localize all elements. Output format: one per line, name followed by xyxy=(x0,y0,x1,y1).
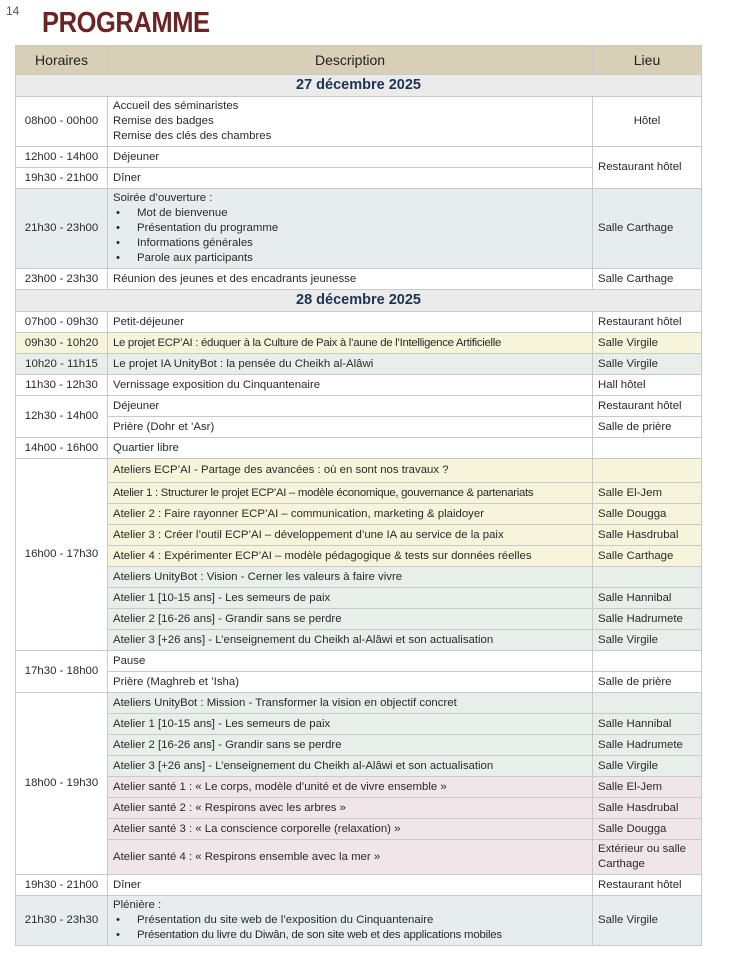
place-cell xyxy=(593,651,702,672)
header-description: Description xyxy=(108,46,593,75)
place-cell: Restaurant hôtel xyxy=(593,312,702,333)
desc-title: Soirée d’ouverture : xyxy=(113,192,213,204)
place-cell: Hall hôtel xyxy=(593,375,702,396)
desc-cell: Atelier 1 : Structurer le projet ECP’AI – modèle économique, gouvernance & partenariats xyxy=(108,483,593,504)
day-label: 27 décembre 2025 xyxy=(16,75,702,97)
place-cell: Salle Virgile xyxy=(593,333,702,354)
time-cell: 14h00 - 16h00 xyxy=(16,438,108,459)
place-cell xyxy=(593,567,702,588)
desc-cell: Dîner xyxy=(108,875,593,896)
place-cell: Salle Virgile xyxy=(593,354,702,375)
desc-cell: Prière (Dohr et ’Asr) xyxy=(108,417,593,438)
place-cell: Extérieur ou salle Carthage xyxy=(593,840,702,875)
desc-cell: Réunion des jeunes et des encadrants jeunesse xyxy=(108,269,593,290)
place-cell: Salle Virgile xyxy=(593,630,702,651)
place-cell: Salle de prière xyxy=(593,417,702,438)
place-cell: Salle Dougga xyxy=(593,504,702,525)
table-row xyxy=(16,875,702,896)
table-row xyxy=(16,567,702,588)
time-cell: 19h30 - 21h00 xyxy=(16,168,108,189)
time-cell: 12h00 - 14h00 xyxy=(16,147,108,168)
table-row xyxy=(16,459,702,483)
place-cell: Salle Hannibal xyxy=(593,714,702,735)
desc-cell: Ateliers UnityBot : Mission - Transformer la vision en objectif concret xyxy=(108,693,593,714)
desc-cell: Ateliers UnityBot : Vision - Cerner les valeurs à faire vivre xyxy=(108,567,593,588)
place-cell: Salle Virgile xyxy=(593,896,702,946)
time-cell: 08h00 - 00h00 xyxy=(16,97,108,147)
place-cell: Salle Hasdrubal xyxy=(593,525,702,546)
desc-cell: Déjeuner xyxy=(108,147,593,168)
table-row xyxy=(16,375,702,396)
desc-cell: Prière (Maghreb et ’Isha) xyxy=(108,672,593,693)
time-cell: 18h00 - 19h30 xyxy=(16,693,108,875)
list-item: • Informations générales xyxy=(113,236,587,251)
header-horaires: Horaires xyxy=(16,46,108,75)
table-row xyxy=(16,777,702,798)
table-row xyxy=(16,819,702,840)
desc-line: Remise des clés des chambres xyxy=(113,130,272,142)
time-cell: 11h30 - 12h30 xyxy=(16,375,108,396)
table-row xyxy=(16,354,702,375)
table-row xyxy=(16,546,702,567)
table-row xyxy=(16,630,702,651)
page-number: 14 xyxy=(6,4,20,18)
table-row xyxy=(16,269,702,290)
header-lieu: Lieu xyxy=(593,46,702,75)
time-cell: 09h30 - 10h20 xyxy=(16,333,108,354)
desc-cell: Atelier 3 [+26 ans] - L’enseignement du Cheikh al-Alâwi et son actualisation xyxy=(108,630,593,651)
list-item: • Présentation du programme xyxy=(113,221,587,236)
table-row xyxy=(16,840,702,875)
desc-cell: Atelier 2 : Faire rayonner ECP’AI – communication, marketing & plaidoyer xyxy=(108,504,593,525)
place-cell: Salle Dougga xyxy=(593,819,702,840)
list-item: • Présentation du site web de l’exposition du Cinquantenaire xyxy=(113,913,587,928)
time-cell: 21h30 - 23h30 xyxy=(16,896,108,946)
place-cell: Salle Carthage xyxy=(593,546,702,567)
table-row xyxy=(16,672,702,693)
place-cell: Restaurant hôtel xyxy=(593,147,702,189)
place-cell: Salle El-Jem xyxy=(593,777,702,798)
day-row xyxy=(16,75,702,97)
time-cell: 16h00 - 17h30 xyxy=(16,459,108,651)
place-cell: Restaurant hôtel xyxy=(593,875,702,896)
place-cell: Salle El-Jem xyxy=(593,483,702,504)
place-cell: Salle Hannibal xyxy=(593,588,702,609)
table-row xyxy=(16,483,702,504)
bullet-list xyxy=(113,913,587,943)
place-cell: Salle Hadrumete xyxy=(593,609,702,630)
desc-cell xyxy=(108,97,593,147)
desc-cell: Atelier santé 3 : « La conscience corporelle (relaxation) » xyxy=(108,819,593,840)
desc-cell: Vernissage exposition du Cinquantenaire xyxy=(108,375,593,396)
time-cell: 17h30 - 18h00 xyxy=(16,651,108,693)
desc-line: Accueil des séminaristes xyxy=(113,100,239,112)
desc-cell: Dîner xyxy=(108,168,593,189)
desc-cell: Déjeuner xyxy=(108,396,593,417)
table-row xyxy=(16,189,702,269)
table-row xyxy=(16,735,702,756)
table-row xyxy=(16,714,702,735)
time-cell: 21h30 - 23h00 xyxy=(16,189,108,269)
table-row xyxy=(16,417,702,438)
table-row xyxy=(16,798,702,819)
desc-cell: Atelier 3 [+26 ans] - L’enseignement du Cheikh al-Alâwi et son actualisation xyxy=(108,756,593,777)
programme-table xyxy=(15,45,702,946)
desc-line: Remise des badges xyxy=(113,115,214,127)
table-row xyxy=(16,396,702,417)
place-cell: Salle de prière xyxy=(593,672,702,693)
desc-title: Plénière : xyxy=(113,899,162,911)
table-row xyxy=(16,651,702,672)
place-cell xyxy=(593,693,702,714)
time-cell: 10h20 - 11h15 xyxy=(16,354,108,375)
desc-cell: Atelier 2 [16-26 ans] - Grandir sans se perdre xyxy=(108,735,593,756)
table-row xyxy=(16,609,702,630)
time-cell: 07h00 - 09h30 xyxy=(16,312,108,333)
place-cell: Salle Hasdrubal xyxy=(593,798,702,819)
table-row xyxy=(16,525,702,546)
list-item: • Parole aux participants xyxy=(113,251,587,266)
desc-cell xyxy=(108,896,593,946)
page-title: PROGRAMME xyxy=(42,7,210,39)
desc-cell: Atelier santé 1 : « Le corps, modèle d’unité et de vivre ensemble » xyxy=(108,777,593,798)
desc-cell: Atelier 2 [16-26 ans] - Grandir sans se perdre xyxy=(108,609,593,630)
place-cell: Restaurant hôtel xyxy=(593,396,702,417)
place-cell: Salle Carthage xyxy=(593,189,702,269)
place-cell xyxy=(593,438,702,459)
table-row xyxy=(16,147,702,168)
desc-cell: Atelier 4 : Expérimenter ECP’AI – modèle pédagogique & tests sur données réelles xyxy=(108,546,593,567)
desc-cell: Le projet ECP’AI : éduquer à la Culture de Paix à l’aune de l’Intelligence Artificielle xyxy=(108,333,593,354)
desc-cell: Petit-déjeuner xyxy=(108,312,593,333)
table-row xyxy=(16,97,702,147)
desc-cell: Ateliers ECP’AI - Partage des avancées : où en sont nos travaux ? xyxy=(108,459,593,483)
list-item: • Mot de bienvenue xyxy=(113,206,587,221)
day-label: 28 décembre 2025 xyxy=(16,290,702,312)
table-row xyxy=(16,312,702,333)
desc-cell: Le projet IA UnityBot : la pensée du Cheikh al-Alâwi xyxy=(108,354,593,375)
table-row xyxy=(16,588,702,609)
desc-cell: Atelier 1 [10-15 ans] - Les semeurs de paix xyxy=(108,588,593,609)
place-cell: Salle Hadrumete xyxy=(593,735,702,756)
desc-cell: Quartier libre xyxy=(108,438,593,459)
place-cell xyxy=(593,459,702,483)
table-row xyxy=(16,693,702,714)
place-cell: Salle Carthage xyxy=(593,269,702,290)
time-cell: 19h30 - 21h00 xyxy=(16,875,108,896)
desc-cell: Atelier 1 [10-15 ans] - Les semeurs de paix xyxy=(108,714,593,735)
time-cell: 23h00 - 23h30 xyxy=(16,269,108,290)
desc-cell xyxy=(108,189,593,269)
table-row xyxy=(16,896,702,946)
place-cell: Hôtel xyxy=(593,97,702,147)
desc-cell: Atelier 3 : Créer l’outil ECP’AI – développement d’une IA au service de la paix xyxy=(108,525,593,546)
list-item: • Présentation du livre du Diwân, de son site web et des applications mobiles xyxy=(113,928,587,943)
table-row xyxy=(16,504,702,525)
day-row xyxy=(16,290,702,312)
place-cell: Salle Virgile xyxy=(593,756,702,777)
time-cell: 12h30 - 14h00 xyxy=(16,396,108,438)
desc-cell: Atelier santé 4 : « Respirons ensemble avec la mer » xyxy=(108,840,593,875)
desc-cell: Atelier santé 2 : « Respirons avec les arbres » xyxy=(108,798,593,819)
desc-cell: Pause xyxy=(108,651,593,672)
table-row xyxy=(16,333,702,354)
table-row xyxy=(16,756,702,777)
table-row xyxy=(16,438,702,459)
bullet-list xyxy=(113,206,587,266)
